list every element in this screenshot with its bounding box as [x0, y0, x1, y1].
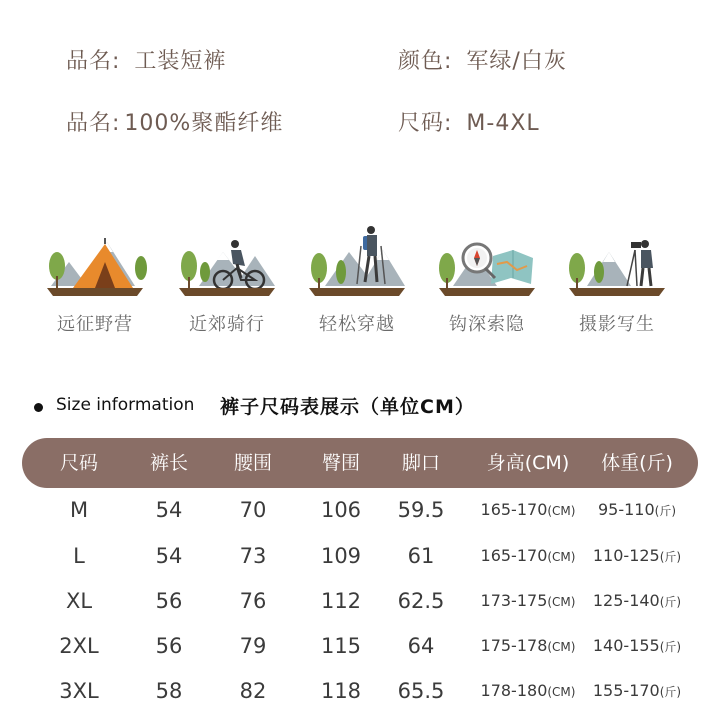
activity-hiking [302, 222, 412, 342]
hiker-icon [305, 222, 409, 304]
cell-waist: 76 [239, 589, 267, 613]
activity-camping-label: 远征野营 [57, 314, 133, 335]
cell-height-value: 178-180 [480, 681, 548, 700]
header-hip: 臀围 [321, 452, 360, 474]
cell-length: 58 [155, 679, 183, 703]
activity-icons [0, 222, 720, 342]
cell-length: 56 [155, 589, 183, 613]
cell-height [468, 581, 588, 621]
cell-weight-value: 125-140 [592, 591, 660, 610]
cell-height-value: 165-170 [480, 546, 548, 565]
activity-camping [40, 222, 150, 342]
cell-weight [582, 490, 692, 530]
activity-photography-label: 摄影写生 [579, 314, 655, 335]
cell-size: 2XL [59, 634, 99, 658]
cyclist-icon [175, 222, 279, 304]
product-material-label: 品名: [66, 111, 121, 136]
cell-height-unit: (CM) [547, 504, 576, 518]
cell-weight-value: 140-155 [592, 636, 660, 655]
table-row [0, 581, 720, 621]
product-name-label: 品名: [66, 49, 121, 74]
product-size-value: M-4XL [466, 111, 540, 136]
activity-photography [562, 222, 672, 342]
header-waist: 腰围 [233, 452, 272, 474]
cell-weight-unit: (斤) [659, 550, 682, 564]
cell-weight-unit: (斤) [659, 595, 682, 609]
cell-waist: 79 [239, 634, 267, 658]
cell-hem: 62.5 [397, 589, 445, 613]
product-color-value: 军绿/白灰 [466, 49, 567, 74]
cell-waist: 70 [239, 498, 267, 522]
cell-hem: 64 [407, 634, 435, 658]
cell-weight-value: 155-170 [592, 681, 660, 700]
cell-height-unit: (CM) [547, 595, 576, 609]
size-title-en: Size information [56, 395, 195, 415]
table-row [0, 536, 720, 576]
product-info-row-1 [0, 44, 720, 84]
product-color-label: 颜色: [398, 49, 453, 74]
tent-camping-icon [43, 222, 147, 304]
cell-length: 54 [155, 498, 183, 522]
table-row [0, 490, 720, 530]
cell-height-value: 173-175 [480, 591, 548, 610]
header-height: 身高(CM) [486, 452, 570, 474]
product-info-row-2 [0, 106, 720, 146]
cell-weight-unit: (斤) [659, 640, 682, 654]
product-material [66, 106, 283, 137]
cell-height-unit: (CM) [547, 640, 576, 654]
cell-hem: 61 [407, 544, 435, 568]
photographer-icon [565, 222, 669, 304]
header-size: 尺码 [59, 452, 98, 474]
cell-height-unit: (CM) [547, 685, 576, 699]
product-name-value: 工装短裤 [134, 49, 227, 74]
cell-weight-value: 110-125 [592, 546, 660, 565]
cell-weight [582, 671, 692, 711]
cell-weight-unit: (斤) [654, 504, 677, 518]
cell-hip: 115 [320, 634, 362, 658]
product-name [66, 44, 226, 75]
cell-height [468, 626, 588, 666]
header-hem: 脚口 [401, 452, 440, 474]
cell-weight-value: 95-110 [597, 500, 655, 519]
product-size-label: 尺码: [398, 111, 453, 136]
cell-size: 3XL [59, 679, 99, 703]
header-weight: 体重(斤) [601, 452, 673, 474]
cell-hip: 118 [320, 679, 362, 703]
cell-weight [582, 536, 692, 576]
cell-height [468, 536, 588, 576]
cell-length: 54 [155, 544, 183, 568]
cell-hip: 106 [320, 498, 362, 522]
cell-hip: 112 [320, 589, 362, 613]
cell-weight [582, 581, 692, 621]
table-row [0, 626, 720, 666]
product-size [398, 106, 540, 137]
cell-size: L [73, 544, 85, 568]
cell-waist: 82 [239, 679, 267, 703]
cell-size: XL [65, 589, 93, 613]
size-table-header [22, 438, 698, 488]
header-length: 裤长 [149, 452, 188, 474]
activity-cycling-label: 近郊骑行 [189, 314, 265, 335]
cell-height-value: 175-178 [480, 636, 548, 655]
cell-height-unit: (CM) [547, 550, 576, 564]
activity-exploring [432, 222, 542, 342]
cell-hip: 109 [320, 544, 362, 568]
size-title-cn: 裤子尺码表展示（单位CM） [220, 396, 475, 418]
table-row [0, 671, 720, 711]
bullet-dot [34, 403, 43, 412]
activity-hiking-label: 轻松穿越 [319, 314, 395, 335]
cell-length: 56 [155, 634, 183, 658]
cell-height [468, 671, 588, 711]
compass-icon [435, 222, 539, 304]
cell-hem: 59.5 [397, 498, 445, 522]
cell-weight [582, 626, 692, 666]
activity-cycling [172, 222, 282, 342]
cell-hem: 65.5 [397, 679, 445, 703]
cell-height [468, 490, 588, 530]
cell-height-value: 165-170 [480, 500, 548, 519]
activity-exploring-label: 钩深索隐 [449, 314, 525, 335]
product-material-value: 100%聚酯纤维 [124, 111, 284, 136]
cell-size: M [69, 498, 89, 522]
cell-waist: 73 [239, 544, 267, 568]
product-color [398, 44, 567, 75]
cell-weight-unit: (斤) [659, 685, 682, 699]
